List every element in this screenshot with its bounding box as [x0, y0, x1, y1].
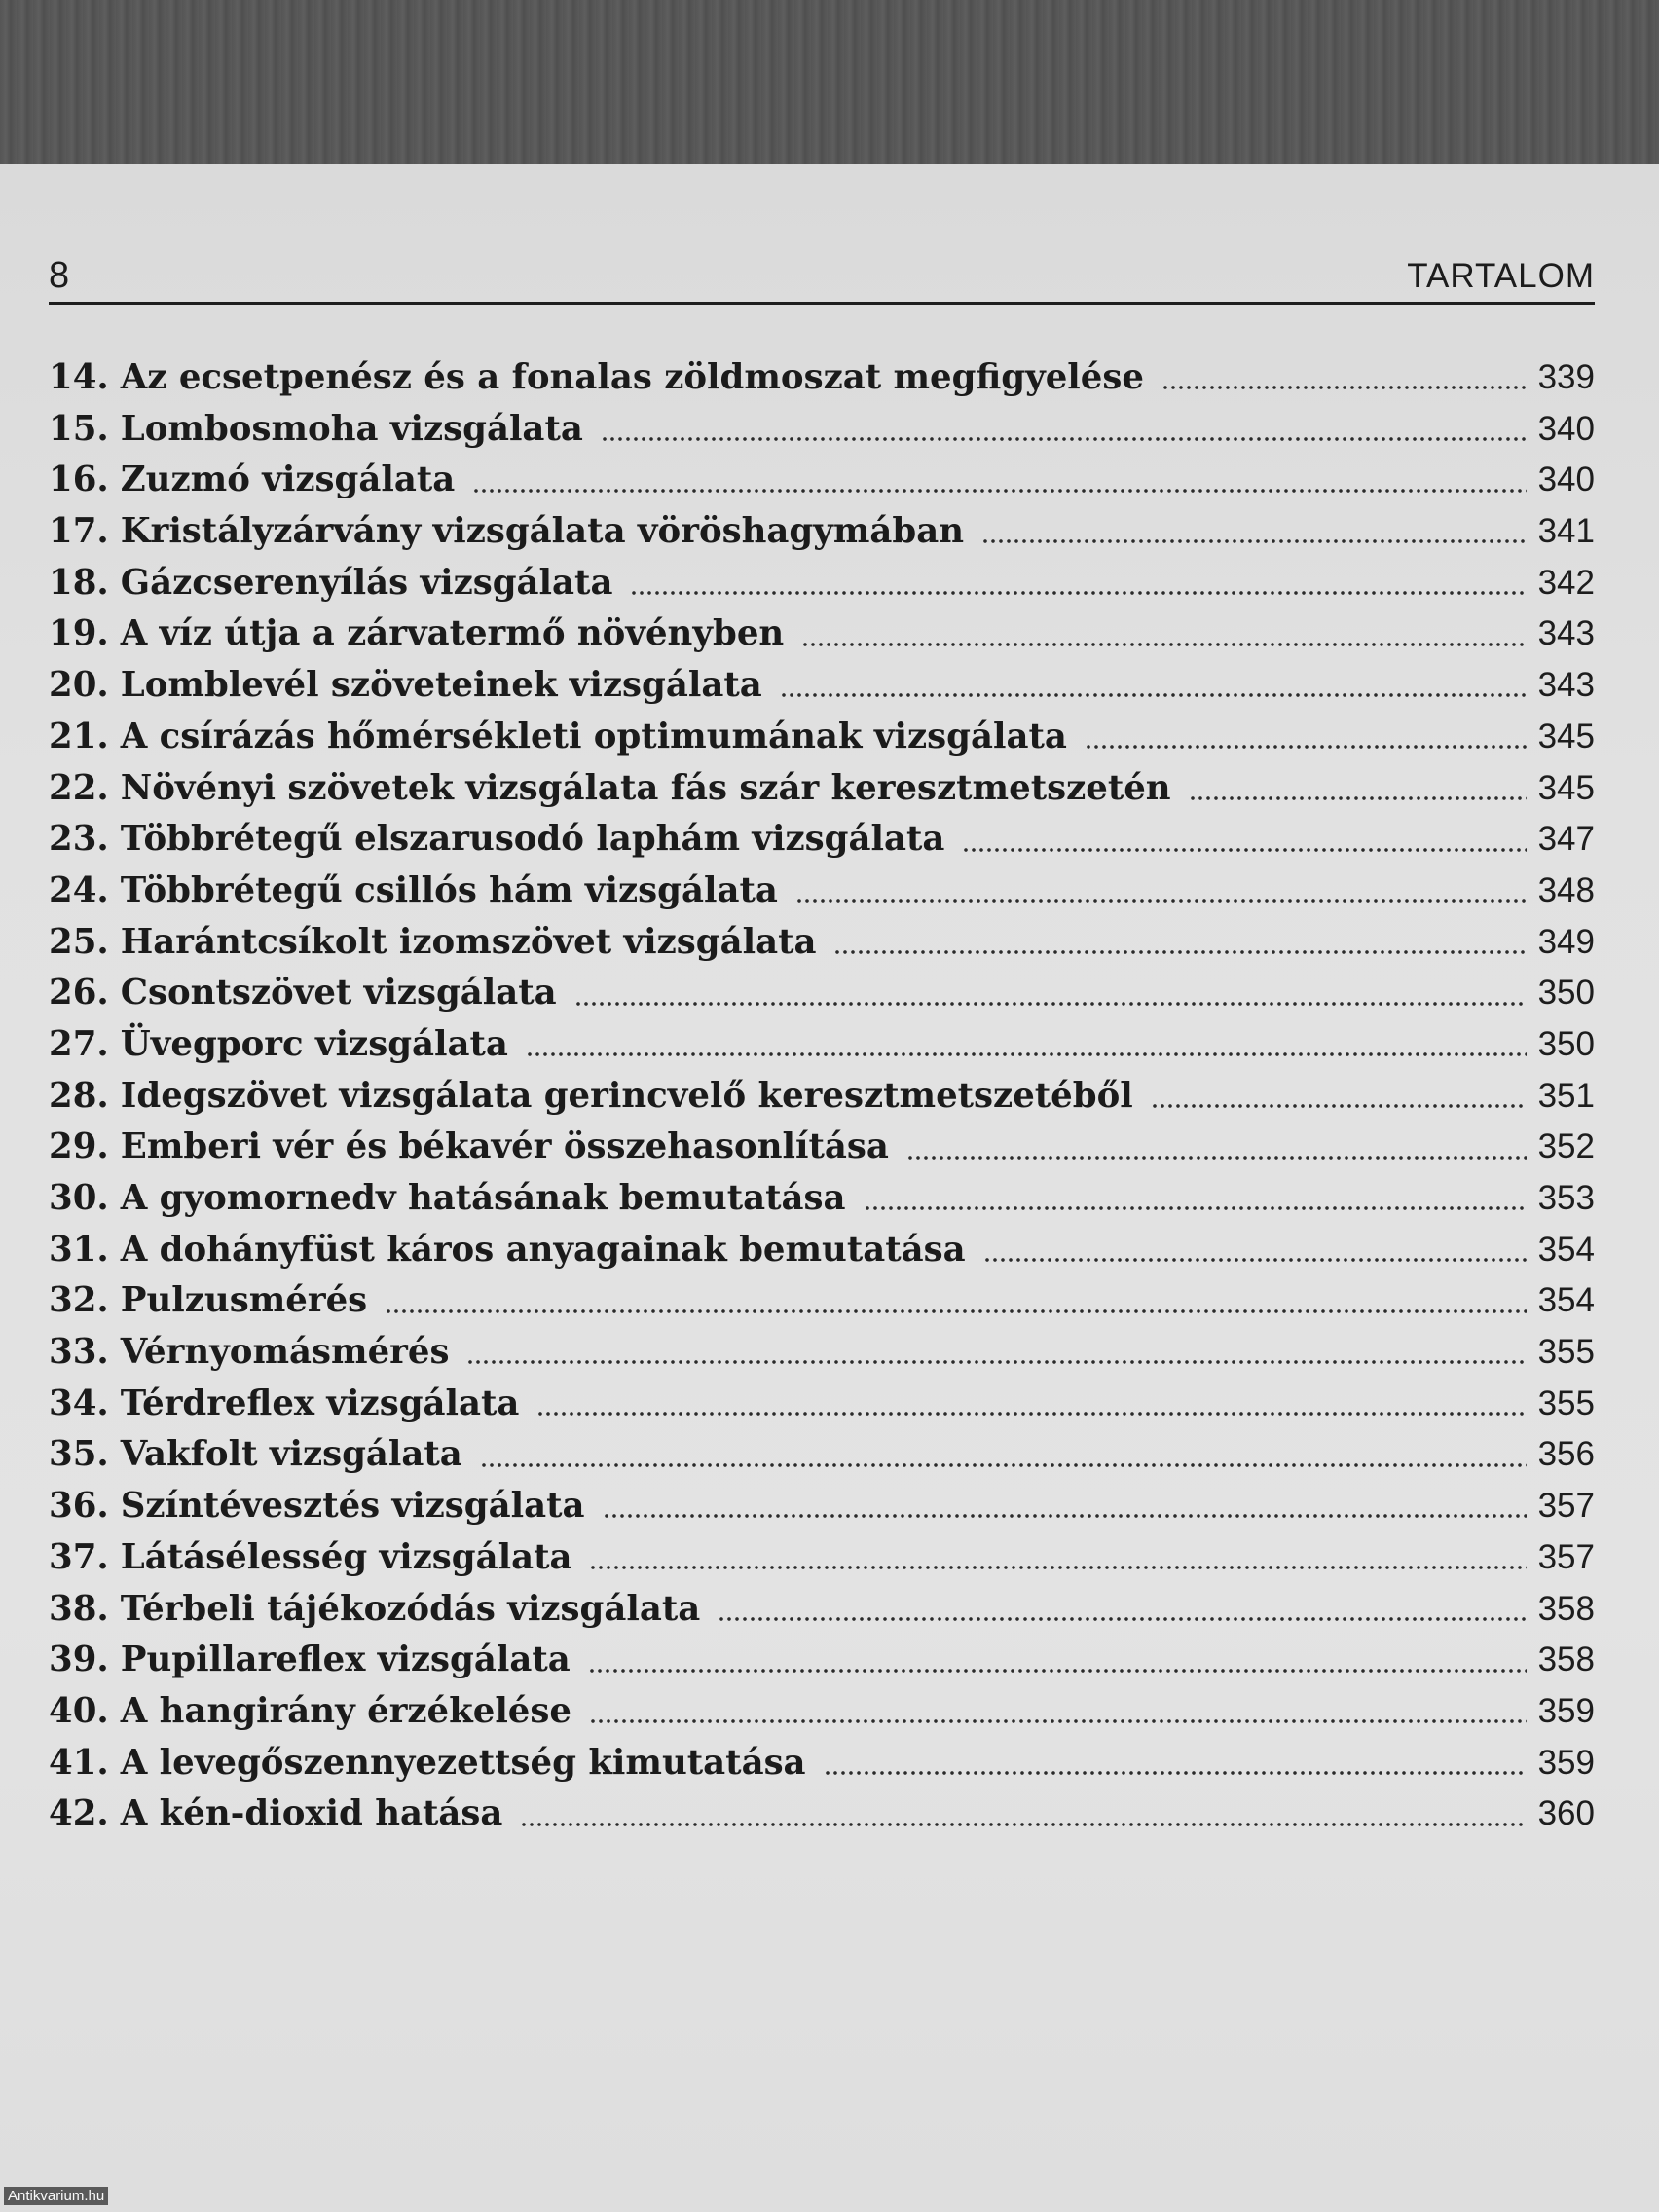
page-header: [49, 255, 1595, 305]
toc-entry: [49, 1071, 1595, 1123]
toc-entry: [49, 1532, 1595, 1584]
dot-leader: [906, 1153, 1527, 1162]
toc-entry-page: 352: [1537, 1127, 1595, 1166]
toc-entry: [49, 1019, 1595, 1071]
toc-entry: [49, 917, 1595, 969]
toc-entry-page: 343: [1537, 614, 1595, 653]
toc-entry-title: Térbeli tájékozódás vizsgálata: [120, 1588, 701, 1629]
toc-entry: [49, 1122, 1595, 1173]
toc-entry-title: Idegszövet vizsgálata gerincvelő keresztmetszetéből: [120, 1075, 1133, 1116]
toc-entry-title: A hangirány érzékelése: [120, 1690, 571, 1731]
dot-leader: [833, 947, 1526, 957]
toc-entry-page: 341: [1537, 512, 1595, 551]
toc-entry-title: Többrétegű csillós hám vizsgálata: [120, 869, 778, 910]
toc-entry-page: 356: [1537, 1435, 1595, 1474]
toc-entry-number: 28.: [49, 1075, 109, 1116]
toc-entry-number: 37.: [49, 1536, 109, 1577]
toc-entry-number: 39.: [49, 1640, 109, 1680]
toc-entry-number: 31.: [49, 1229, 109, 1270]
toc-entry-number: 27.: [49, 1023, 109, 1064]
watermark: Antikvarium.hu: [4, 2187, 108, 2205]
toc-entry-page: 359: [1537, 1691, 1595, 1730]
toc-entry: [49, 763, 1595, 815]
toc-entry-title: Színtévesztés vizsgálata: [120, 1486, 585, 1527]
toc-entry: [49, 1429, 1595, 1481]
toc-entry-number: 23.: [49, 819, 109, 860]
toc-entry-page: 342: [1537, 563, 1595, 602]
toc-entry-number: 24.: [49, 869, 109, 910]
toc-entry-title: A víz útja a zárvatermő növényben: [120, 613, 785, 654]
dot-leader: [981, 536, 1527, 546]
toc-entry-page: 348: [1537, 870, 1595, 909]
toc-entry: [49, 866, 1595, 917]
toc-entry: [49, 1738, 1595, 1789]
page-number: 8: [49, 255, 70, 296]
running-head: TARTALOM: [1407, 257, 1595, 295]
dot-leader: [780, 690, 1527, 700]
toc-entry-page: 343: [1537, 666, 1595, 705]
toc-entry-number: 33.: [49, 1332, 109, 1373]
toc-entry-number: 40.: [49, 1690, 109, 1731]
toc-entry-page: 359: [1537, 1743, 1595, 1782]
toc-entry-number: 35.: [49, 1434, 109, 1475]
toc-entry-title: Harántcsíkolt izomszövet vizsgálata: [120, 921, 817, 962]
toc-entry-number: 42.: [49, 1793, 109, 1834]
toc-entry-page: 345: [1537, 717, 1595, 756]
toc-entry: [49, 814, 1595, 866]
dot-leader: [962, 845, 1526, 855]
toc-entry-number: 15.: [49, 408, 109, 449]
toc-entry-number: 30.: [49, 1178, 109, 1218]
toc-entry-number: 17.: [49, 511, 109, 552]
toc-entry-title: Növényi szövetek vizsgálata fás szár keresztmetszetén: [120, 767, 1171, 808]
toc-entry-title: Kristályzárvány vizsgálata vöröshagymában: [120, 511, 965, 552]
toc-entry-title: A csírázás hőmérsékleti optimumának vizsgálata: [120, 716, 1067, 756]
toc-entry: [49, 1379, 1595, 1430]
toc-entry-page: 355: [1537, 1383, 1595, 1422]
toc-entry: [49, 1584, 1595, 1636]
toc-entry: [49, 1327, 1595, 1379]
toc-entry: [49, 352, 1595, 404]
toc-entry-page: 350: [1537, 974, 1595, 1013]
dot-leader: [520, 1820, 1526, 1829]
toc-entry: [49, 404, 1595, 456]
toc-entry-number: 26.: [49, 973, 109, 1014]
background-surface: [0, 0, 1659, 170]
dot-leader: [466, 1357, 1526, 1367]
dot-leader: [603, 1511, 1527, 1521]
toc-entry-page: 354: [1537, 1281, 1595, 1320]
toc-entry-number: 34.: [49, 1382, 109, 1423]
toc-entry-number: 19.: [49, 613, 109, 654]
toc-entry-title: A dohányfüst káros anyagainak bemutatása: [120, 1229, 966, 1270]
toc-entry-title: Pupillareflex vizsgálata: [120, 1640, 571, 1680]
toc-entry-title: A gyomornedv hatásának bemutatása: [120, 1178, 846, 1218]
dot-leader: [480, 1460, 1527, 1470]
dot-leader: [526, 1050, 1527, 1059]
dot-leader: [1189, 793, 1527, 803]
dot-leader: [574, 999, 1527, 1009]
toc-entry: [49, 660, 1595, 712]
toc-entry-page: 349: [1537, 922, 1595, 961]
dot-leader: [864, 1203, 1527, 1213]
toc-entry-title: Lomblevél szöveteinek vizsgálata: [120, 665, 762, 706]
toc-entry-page: 339: [1537, 358, 1595, 396]
toc-entry-title: Üvegporc vizsgálata: [120, 1023, 508, 1064]
toc-entry-page: 358: [1537, 1589, 1595, 1628]
toc-entry-page: 350: [1537, 1024, 1595, 1063]
dot-leader: [824, 1768, 1527, 1778]
toc-entry-page: 347: [1537, 820, 1595, 859]
toc-entry-title: Csontszövet vizsgálata: [120, 973, 557, 1014]
toc-entry: [49, 1788, 1595, 1840]
dot-leader: [801, 640, 1526, 649]
dot-leader: [588, 1666, 1527, 1676]
dot-leader: [1161, 383, 1527, 392]
toc-entry-page: 351: [1537, 1076, 1595, 1115]
toc-entry-page: 354: [1537, 1230, 1595, 1269]
toc-entry-number: 21.: [49, 716, 109, 756]
toc-entry: [49, 1225, 1595, 1276]
table-of-contents: [49, 352, 1595, 1840]
dot-leader: [385, 1307, 1526, 1316]
toc-entry-title: A levegőszennyezettség kimutatása: [120, 1742, 806, 1783]
toc-entry-page: 340: [1537, 409, 1595, 448]
toc-entry-page: 357: [1537, 1487, 1595, 1526]
dot-leader: [601, 434, 1527, 444]
toc-entry-number: 22.: [49, 767, 109, 808]
toc-entry-page: 358: [1537, 1641, 1595, 1679]
toc-entry: [49, 1173, 1595, 1225]
dot-leader: [1085, 742, 1527, 752]
dot-leader: [589, 1563, 1526, 1572]
toc-entry-title: Térdreflex vizsgálata: [120, 1382, 520, 1423]
toc-entry: [49, 1635, 1595, 1686]
toc-entry-number: 16.: [49, 460, 109, 500]
toc-entry-number: 14.: [49, 357, 109, 397]
toc-entry-number: 20.: [49, 665, 109, 706]
toc-entry: [49, 558, 1595, 609]
dot-leader: [718, 1614, 1526, 1624]
toc-entry-title: Pulzusmérés: [120, 1280, 368, 1321]
toc-entry: [49, 968, 1595, 1019]
dot-leader: [472, 486, 1526, 496]
dot-leader: [1151, 1101, 1527, 1111]
dot-leader: [983, 1255, 1527, 1265]
toc-entry: [49, 506, 1595, 558]
toc-entry-page: 340: [1537, 461, 1595, 499]
toc-entry-number: 32.: [49, 1280, 109, 1321]
toc-entry: [49, 1275, 1595, 1327]
dot-leader: [589, 1716, 1527, 1726]
toc-entry-page: 355: [1537, 1333, 1595, 1372]
toc-entry-page: 345: [1537, 768, 1595, 807]
dot-leader: [536, 1409, 1526, 1419]
toc-entry: [49, 608, 1595, 660]
toc-entry-number: 41.: [49, 1742, 109, 1783]
toc-entry-page: 353: [1537, 1179, 1595, 1217]
toc-entry-title: Emberi vér és békavér összehasonlítása: [120, 1126, 889, 1167]
toc-entry-title: Többrétegű elszarusodó laphám vizsgálata: [120, 819, 945, 860]
toc-entry-number: 38.: [49, 1588, 109, 1629]
dot-leader: [795, 896, 1527, 905]
toc-entry: [49, 712, 1595, 763]
toc-entry-page: 360: [1537, 1794, 1595, 1833]
toc-entry-title: Az ecsetpenész és a fonalas zöldmoszat megfigyelése: [120, 357, 1144, 397]
toc-entry-page: 357: [1537, 1537, 1595, 1576]
toc-entry-title: Zuzmó vizsgálata: [120, 460, 456, 500]
toc-entry-number: 29.: [49, 1126, 109, 1167]
toc-entry-number: 18.: [49, 562, 109, 603]
toc-entry: [49, 1481, 1595, 1532]
toc-entry-title: A kén-dioxid hatása: [120, 1793, 503, 1834]
toc-entry-title: Vérnyomásmérés: [120, 1332, 450, 1373]
toc-entry: [49, 455, 1595, 506]
toc-entry-number: 25.: [49, 921, 109, 962]
toc-entry-number: 36.: [49, 1486, 109, 1527]
toc-entry-title: Lombosmoha vizsgálata: [120, 408, 583, 449]
dot-leader: [630, 588, 1526, 598]
toc-entry-title: Vakfolt vizsgálata: [120, 1434, 462, 1475]
toc-entry: [49, 1686, 1595, 1738]
toc-entry-title: Gázcserenyílás vizsgálata: [120, 562, 613, 603]
toc-entry-title: Látásélesség vizsgálata: [120, 1536, 572, 1577]
